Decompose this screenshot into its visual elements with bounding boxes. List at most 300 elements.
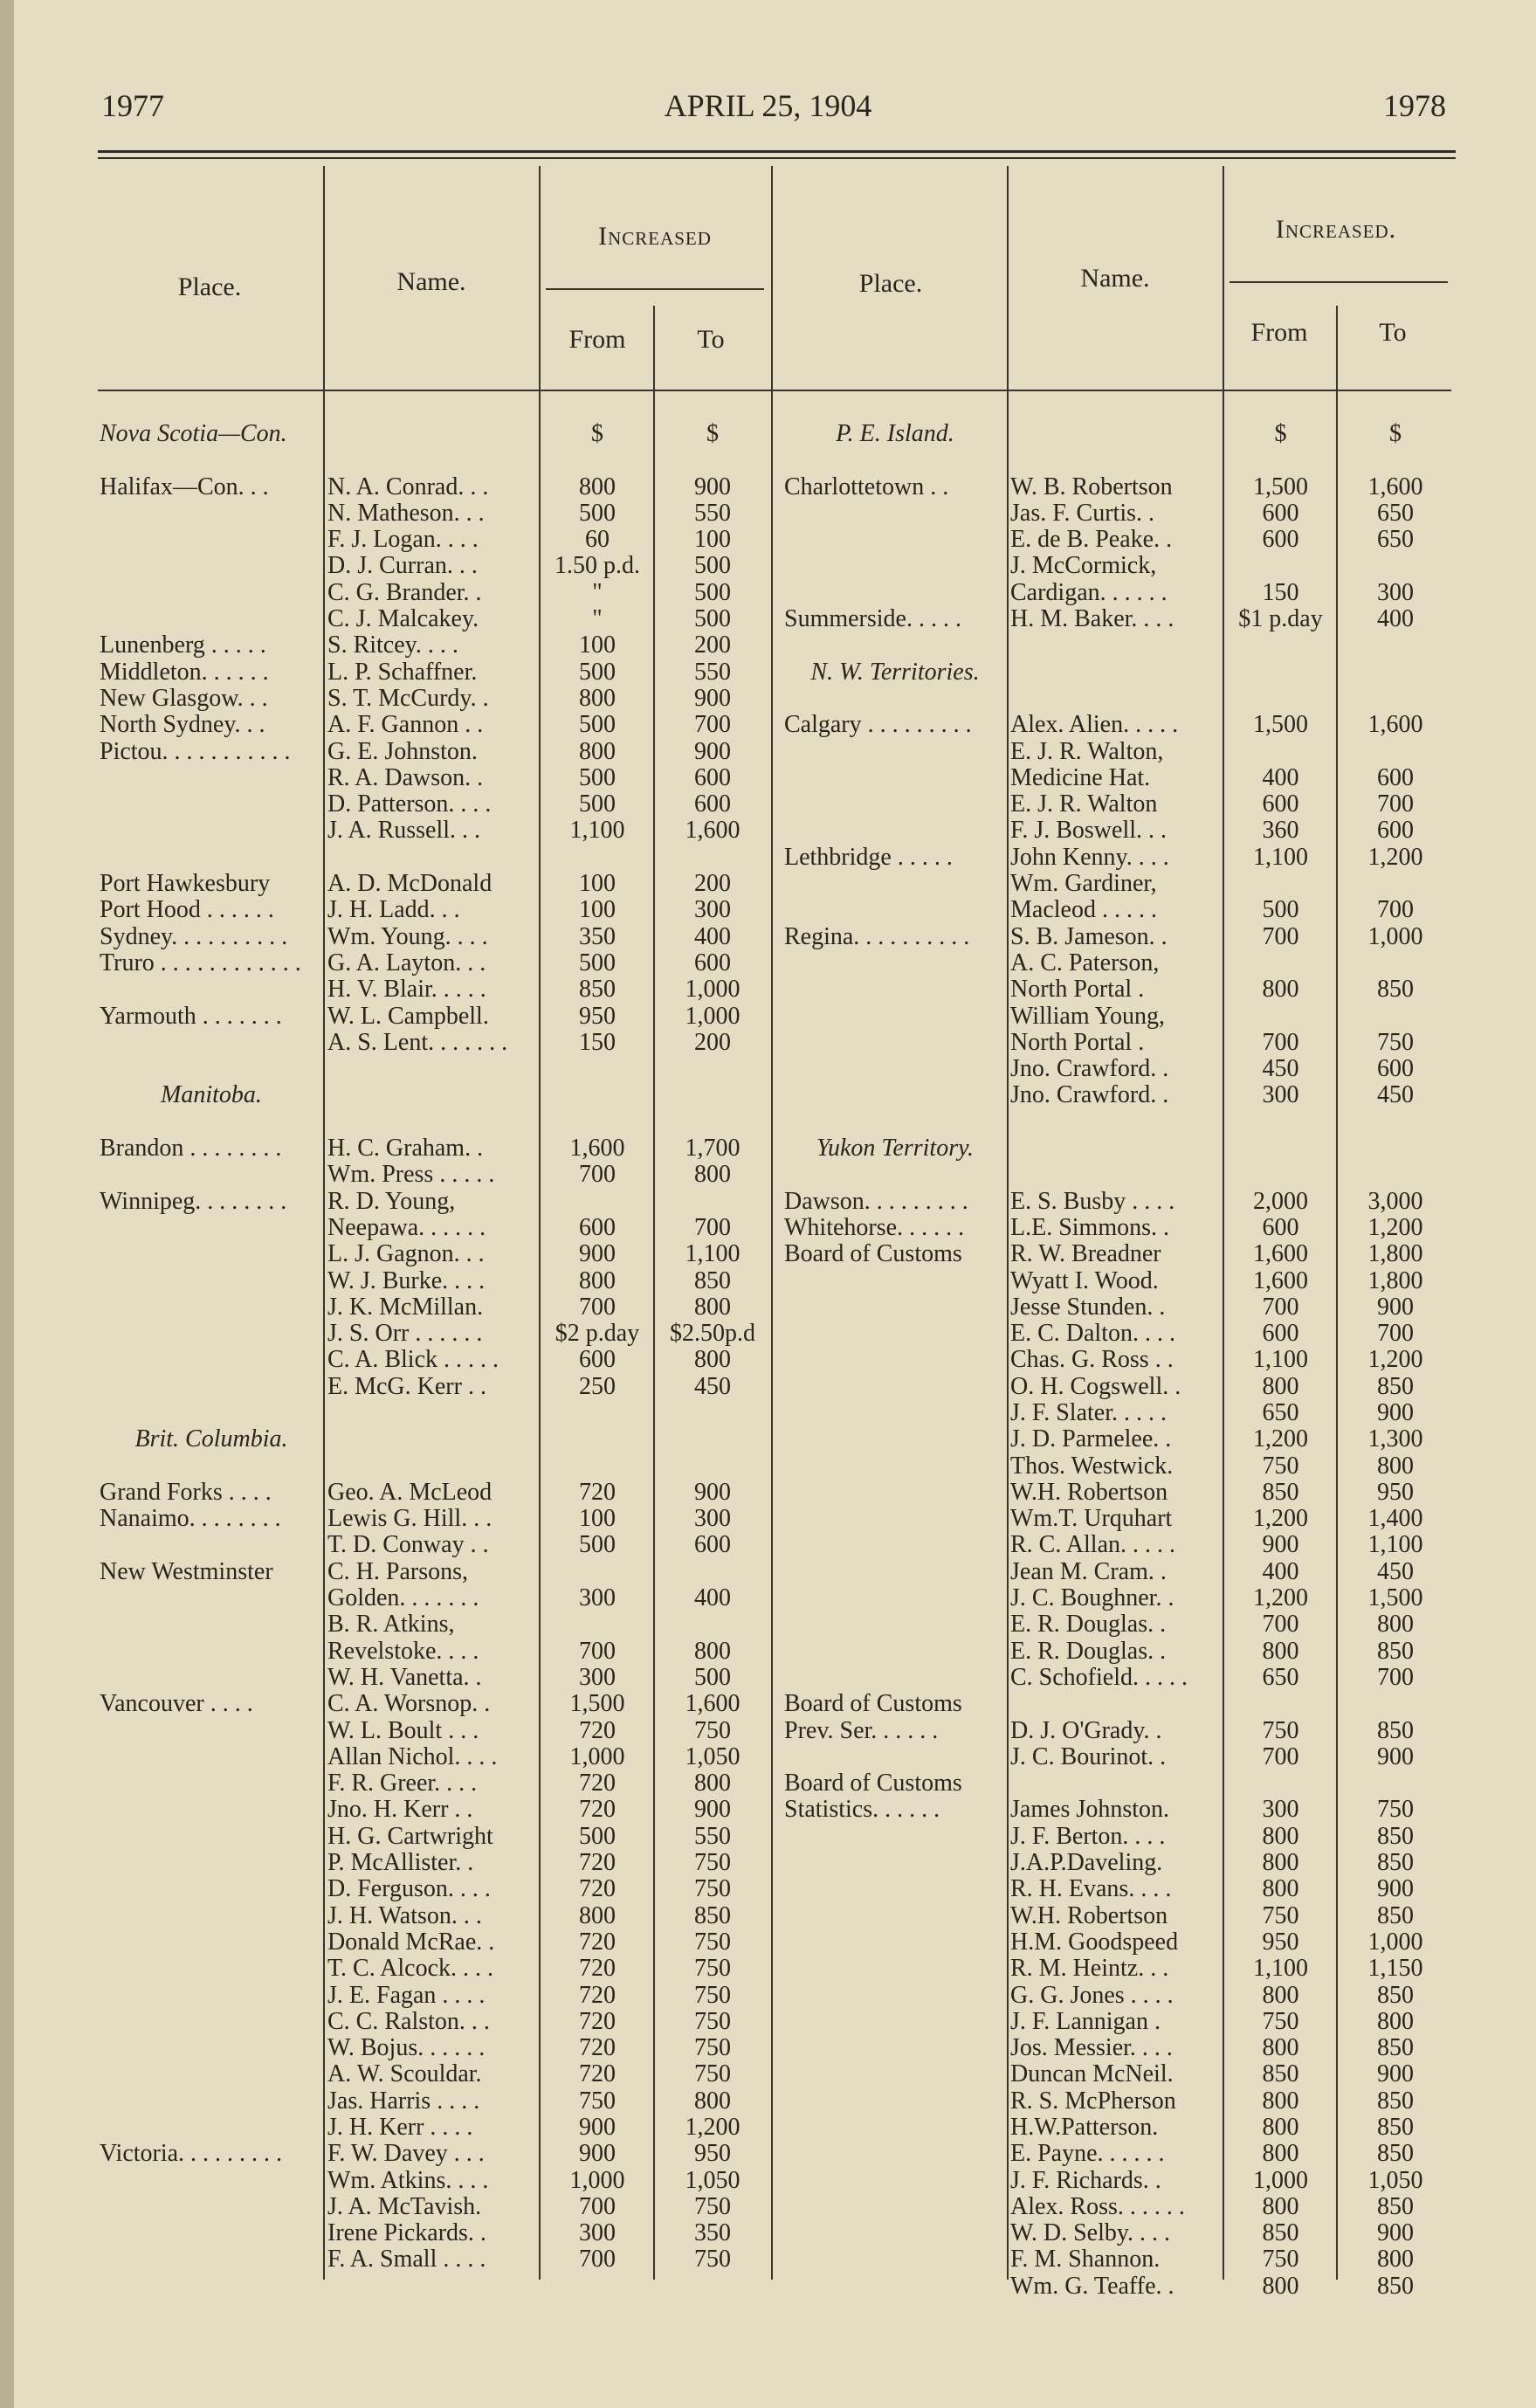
- cell-name: C. Schofield. . . . .: [1010, 1664, 1188, 1691]
- cell-place: [784, 1639, 1006, 1665]
- cell-from: [1225, 1135, 1336, 1162]
- cell-place: [784, 1929, 1006, 1956]
- right-place-column: [784, 421, 1006, 2300]
- cell-to: 1,200: [685, 2114, 740, 2141]
- cell-place: [100, 2220, 323, 2246]
- cell-place: [784, 500, 1006, 527]
- cell-from: 800: [1262, 1822, 1299, 1850]
- cell-to: 400: [1377, 605, 1414, 633]
- cell-place: [784, 1294, 1006, 1321]
- cell-from: 1,100: [1253, 843, 1308, 871]
- cell-from: [1225, 659, 1336, 686]
- cell-to: 750: [694, 1716, 731, 1744]
- cell-place: [784, 791, 1006, 818]
- header-bottom-rule: [98, 390, 1451, 391]
- cell-from: 720: [579, 1796, 616, 1824]
- cell-to: 1,600: [1367, 711, 1423, 739]
- cell-from: 720: [579, 1849, 616, 1877]
- cell-from: 1,500: [1253, 711, 1308, 739]
- cell-name: Jean M. Cram. .: [1010, 1558, 1167, 1585]
- cell-to: 600: [694, 790, 731, 818]
- cell-place: [784, 2220, 1006, 2246]
- cell-from: 650: [1262, 1398, 1299, 1426]
- cell-place: [100, 447, 323, 473]
- cell-to: 750: [694, 1928, 731, 1956]
- cell-to: 900: [694, 737, 731, 765]
- cell-place: [784, 2168, 1006, 2194]
- cell-to: 900: [1377, 2219, 1414, 2247]
- cell-to: 900: [1377, 1293, 1414, 1321]
- cell-from: 1,500: [569, 1690, 625, 1718]
- cell-name: W. D. Selby. . . .: [1010, 2220, 1171, 2247]
- cell-name: W. B. Robertson: [1010, 473, 1173, 500]
- cell-from: 700: [1262, 1028, 1299, 1056]
- cell-place: [784, 447, 1006, 473]
- cell-from: 300: [579, 1663, 616, 1691]
- cell-to: 950: [1377, 1478, 1414, 1506]
- cell-to: [1339, 1135, 1452, 1162]
- cell-from: 700: [579, 1293, 616, 1321]
- cell-place: [784, 1347, 1006, 1373]
- cell-to: 850: [1377, 2140, 1414, 2168]
- cell-place: [784, 1611, 1006, 1638]
- cell-to: [656, 1426, 769, 1452]
- cell-name: Revelstoke. . . .: [327, 1638, 479, 1665]
- cell-place: [100, 1294, 323, 1321]
- cell-name: R. D. Young,: [327, 1188, 456, 1215]
- cell-place: Nova Scotia—Con.: [100, 420, 287, 447]
- cell-name: Duncan McNeil.: [1010, 2061, 1174, 2088]
- cell-from: 1,600: [569, 1135, 625, 1163]
- cell-from: [1225, 1109, 1336, 1135]
- cell-from: 800: [1262, 2087, 1299, 2115]
- cell-place: [100, 606, 323, 632]
- cell-to: 800: [1377, 2007, 1414, 2035]
- cell-from: 100: [579, 870, 616, 898]
- cell-name: A. D. McDonald: [327, 871, 492, 898]
- cell-from: 1,200: [1253, 1505, 1308, 1533]
- cell-name: Allan Nichol. . . .: [327, 1743, 498, 1770]
- cell-name: [327, 421, 537, 447]
- cell-name: W.H. Robertson: [1010, 1479, 1168, 1506]
- cell-place: [100, 1850, 323, 1876]
- cell-name: D. Ferguson. . . .: [327, 1876, 491, 1903]
- page-date: APRIL 25, 1904: [664, 88, 872, 123]
- cell-name: E. de B. Peake. .: [1010, 527, 1173, 554]
- cell-name: W. Bojus. . . . . .: [327, 2035, 486, 2062]
- cell-place: Dawson. . . . . . . . .: [784, 1187, 968, 1215]
- cell-name: F. W. Davey . . .: [327, 2141, 485, 2168]
- cell-name: J. H. Watson. . .: [327, 1902, 482, 1929]
- cell-from: 720: [579, 1981, 616, 2009]
- cell-to: 750: [1377, 1796, 1414, 1824]
- cell-place: [100, 2009, 323, 2035]
- cell-place: [784, 686, 1006, 712]
- cell-to: 850: [1377, 1849, 1414, 1877]
- cell-from: 250: [579, 1372, 616, 1400]
- cell-place: [100, 1109, 323, 1135]
- cell-from: $1 p.day: [1238, 605, 1323, 633]
- cell-to: 300: [694, 896, 731, 924]
- cell-place: [784, 1824, 1006, 1850]
- cell-from: 500: [579, 949, 616, 976]
- cell-place: [784, 1162, 1006, 1188]
- cell-from: 500: [579, 658, 616, 686]
- cell-from: 800: [1262, 1981, 1299, 2009]
- cell-to: 550: [694, 658, 731, 686]
- cell-name: E. R. Douglas. .: [1010, 1611, 1167, 1639]
- cell-from: 1,000: [1253, 2166, 1308, 2194]
- cell-to: 950: [694, 2140, 731, 2168]
- cell-to: 800: [694, 1770, 731, 1797]
- cell-to: 600: [1377, 817, 1414, 845]
- cell-to: 850: [1377, 1981, 1414, 2009]
- cell-to: [1339, 447, 1452, 473]
- cell-from: 1,100: [1253, 1955, 1308, 1983]
- cell-to: 900: [1377, 1398, 1414, 1426]
- cell-name: D. Patterson. . . .: [327, 791, 492, 818]
- cell-name: Neepawa. . . . . .: [327, 1214, 486, 1241]
- cell-name: Lewis G. Hill. . .: [327, 1506, 492, 1533]
- cell-place: [100, 1056, 323, 1082]
- cell-name: Donald McRae. .: [327, 1928, 495, 1956]
- cell-place: Statistics. . . . . .: [784, 1796, 940, 1824]
- cell-place: [784, 1665, 1006, 1691]
- cell-to: 200: [694, 631, 731, 659]
- cell-name: E. J. R. Walton,: [1010, 738, 1164, 765]
- cell-to: 450: [694, 1372, 731, 1400]
- cell-place: [100, 1453, 323, 1480]
- cell-from: 650: [1262, 1663, 1299, 1691]
- cell-to: 1,100: [1367, 1531, 1423, 1559]
- cell-place: [784, 1426, 1006, 1452]
- cell-from: 300: [1262, 1796, 1299, 1824]
- cell-place: Brit. Columbia.: [134, 1425, 288, 1453]
- cell-place: [784, 2273, 1006, 2300]
- cell-from: 600: [1262, 1320, 1299, 1348]
- right-from-column: [1225, 421, 1336, 2300]
- cell-from: 750: [1262, 1901, 1299, 1929]
- cell-name: Jesse Stunden. .: [1010, 1294, 1166, 1321]
- cell-place: [100, 2035, 323, 2061]
- cell-to: 700: [1377, 1320, 1414, 1348]
- cell-place: [784, 1453, 1006, 1480]
- cell-place: Manitoba.: [161, 1081, 262, 1109]
- cell-place: [100, 2061, 323, 2087]
- cell-name: J. A. Russell. . .: [327, 818, 481, 845]
- cell-name: [1010, 1691, 1220, 1717]
- left-name-column: [327, 421, 537, 2273]
- page-edge: [0, 0, 14, 2408]
- cell-to: 200: [694, 1028, 731, 1056]
- cell-name: Macleod . . . . .: [1010, 897, 1157, 924]
- cell-to: 750: [694, 1849, 731, 1877]
- cell-to: 3,000: [1367, 1187, 1423, 1215]
- cell-from: 900: [579, 1240, 616, 1268]
- cell-place: P. E. Island.: [836, 420, 954, 447]
- cell-name: Jno. Crawford. .: [1010, 1082, 1169, 1109]
- cell-name: O. H. Cogswell. .: [1010, 1373, 1181, 1400]
- cell-name: W. L. Boult . . .: [327, 1717, 479, 1744]
- cell-from: [541, 1453, 653, 1480]
- cell-name: A. F. Gannon . .: [327, 712, 484, 739]
- cell-place: [100, 1241, 323, 1267]
- cell-from: 1,100: [1253, 1346, 1308, 1374]
- cell-from: [541, 1109, 653, 1135]
- cell-place: [784, 1056, 1006, 1082]
- cell-to: 900: [1377, 2060, 1414, 2088]
- cell-place: Lethbridge . . . . .: [784, 843, 953, 871]
- cell-place: [100, 1374, 323, 1400]
- cell-to: 200: [694, 870, 731, 898]
- cell-to: 550: [694, 1822, 731, 1850]
- cell-name: H. C. Graham. .: [327, 1135, 484, 1163]
- cell-name: [1010, 1162, 1220, 1188]
- cell-to: 900: [694, 684, 731, 712]
- cell-from: 100: [579, 896, 616, 924]
- cell-from: 700: [579, 1161, 616, 1189]
- cell-name: Jos. Messier. . . .: [1010, 2035, 1173, 2062]
- divider: [771, 166, 773, 2280]
- cell-from: 800: [1262, 2192, 1299, 2220]
- cell-place: [784, 1268, 1006, 1294]
- cell-place: [784, 1744, 1006, 1770]
- cell-name: North Portal .: [1010, 1029, 1145, 1056]
- cell-from: 800: [1262, 2114, 1299, 2141]
- cell-from: 1,500: [1253, 473, 1308, 500]
- cell-to: [1339, 739, 1452, 765]
- cell-place: [100, 2194, 323, 2220]
- cell-place: [784, 2115, 1006, 2141]
- cell-name: James Johnston.: [1010, 1797, 1169, 1824]
- cell-name: Wm. Atkins. . . .: [327, 2167, 489, 2194]
- cell-name: Wm. G. Teaffe. .: [1010, 2273, 1174, 2300]
- cell-name: J. E. Fagan . . . .: [327, 1982, 486, 2009]
- cell-name: [327, 1082, 537, 1108]
- cell-from: 800: [1262, 2272, 1299, 2300]
- cell-name: J.A.P.Daveling.: [1010, 1850, 1163, 1877]
- cell-from: 800: [579, 737, 616, 765]
- cell-from: [541, 845, 653, 871]
- header-from: From: [568, 325, 626, 354]
- cell-to: 750: [694, 1875, 731, 1903]
- cell-from: [1225, 686, 1336, 712]
- cell-name: [327, 845, 537, 871]
- cell-from: 150: [579, 1028, 616, 1056]
- cell-from: 900: [1262, 1531, 1299, 1559]
- cell-to: 1,800: [1367, 1240, 1423, 1268]
- cell-place: [100, 1797, 323, 1823]
- cell-from: [541, 1056, 653, 1082]
- cell-place: [100, 1611, 323, 1638]
- cell-to: [656, 1559, 769, 1585]
- cell-name: L. P. Schaffner.: [327, 659, 478, 686]
- cell-name: J. K. McMillan.: [327, 1294, 484, 1321]
- cell-to: 700: [694, 1213, 731, 1241]
- cell-place: [784, 2061, 1006, 2087]
- cell-name: [327, 447, 537, 473]
- cell-name: L. J. Gagnon. . .: [327, 1241, 485, 1268]
- cell-place: North Sydney. . .: [100, 711, 265, 739]
- cell-place: New Glasgow. . .: [100, 684, 268, 712]
- cell-name: [1010, 1109, 1220, 1135]
- cell-place: Pictou. . . . . . . . . . .: [100, 737, 291, 765]
- divider: [1336, 306, 1338, 2280]
- cell-name: R. A. Dawson. .: [327, 764, 484, 791]
- cell-name: C. A. Blick . . . . .: [327, 1347, 499, 1374]
- cell-place: [100, 818, 323, 844]
- cell-to: 1,050: [685, 2166, 740, 2194]
- cell-name: T. D. Conway . .: [327, 1532, 489, 1559]
- cell-name: J. S. Orr . . . . . .: [327, 1321, 483, 1348]
- cell-from: 800: [579, 684, 616, 712]
- cell-place: [100, 1876, 323, 1902]
- cell-place: [100, 2115, 323, 2141]
- cell-to: [1339, 1691, 1452, 1717]
- cell-from: 600: [1262, 499, 1299, 527]
- cell-from: 750: [579, 2087, 616, 2115]
- cell-name: Wm. Young. . . .: [327, 923, 488, 950]
- cell-place: [100, 2246, 323, 2273]
- cell-from: [541, 1426, 653, 1452]
- cell-name: J. C. Bourinot. .: [1010, 1743, 1167, 1770]
- cell-to: 800: [694, 1346, 731, 1374]
- cell-name: G. G. Jones . . . .: [1010, 1982, 1174, 2009]
- cell-to: [1339, 1109, 1452, 1135]
- cell-name: G. E. Johnston.: [327, 738, 478, 765]
- cell-to: 850: [1377, 2192, 1414, 2220]
- cell-place: [100, 1983, 323, 2009]
- cell-to: 750: [694, 2007, 731, 2035]
- cell-place: [784, 1559, 1006, 1585]
- cell-name: [327, 1400, 537, 1426]
- cell-name: J. F. Slater. . . . .: [1010, 1399, 1167, 1426]
- cell-name: B. R. Atkins,: [327, 1611, 455, 1639]
- cell-from: 1,100: [569, 817, 625, 845]
- cell-to: 1,300: [1367, 1425, 1423, 1453]
- cell-place: Charlottetown . .: [784, 473, 949, 500]
- cell-name: Chas. G. Ross . .: [1010, 1347, 1174, 1374]
- cell-name: C. J. Malcakey.: [327, 606, 479, 633]
- header-place: Place.: [177, 273, 242, 301]
- cell-name: L.E. Simmons. .: [1010, 1214, 1170, 1241]
- cell-from: 850: [1262, 2219, 1299, 2247]
- cell-place: [784, 2009, 1006, 2035]
- cell-to: 1,200: [1367, 1213, 1423, 1241]
- header-to: To: [1379, 318, 1407, 347]
- cell-to: 400: [694, 922, 731, 950]
- cell-place: Port Hood . . . . . .: [100, 896, 274, 924]
- cell-from: 350: [579, 922, 616, 950]
- cell-to: 1,000: [685, 1002, 740, 1030]
- cell-name: Wyatt I. Wood.: [1010, 1267, 1159, 1294]
- cell-from: 300: [579, 1584, 616, 1612]
- cell-place: [100, 2168, 323, 2194]
- cell-name: Irene Pickards. .: [327, 2220, 486, 2247]
- cell-name: A. C. Paterson,: [1010, 949, 1160, 976]
- cell-name: Cardigan. . . . . .: [1010, 579, 1167, 606]
- header-place: Place.: [858, 269, 923, 298]
- cell-to: 1,500: [1367, 1584, 1423, 1612]
- cell-name: W. H. Vanetta. .: [327, 1664, 482, 1691]
- cell-to: 1,400: [1367, 1505, 1423, 1533]
- left-from-column: [541, 421, 653, 2273]
- cell-to: 850: [694, 1266, 731, 1294]
- header-to: To: [697, 325, 725, 354]
- cell-name: Alex. Alien. . . . .: [1010, 712, 1179, 739]
- cell-from: 900: [579, 2114, 616, 2141]
- cell-name: F. J. Logan. . . .: [327, 527, 479, 554]
- cell-name: J. F. Berton. . . .: [1010, 1823, 1166, 1850]
- cell-to: 900: [694, 1478, 731, 1506]
- cell-from: 700: [1262, 922, 1299, 950]
- cell-name: William Young,: [1010, 1003, 1166, 1030]
- cell-place: [100, 1929, 323, 1956]
- cell-name: J. H. Kerr . . . .: [327, 2115, 473, 2141]
- cell-place: [100, 1665, 323, 1691]
- cell-place: [784, 1850, 1006, 1876]
- cell-place: Summerside. . . . .: [784, 605, 961, 633]
- cell-name: R. C. Allan. . . . .: [1010, 1532, 1176, 1559]
- cell-from: 700: [579, 2192, 616, 2220]
- cell-from: 700: [1262, 1742, 1299, 1770]
- cell-place: Calgary . . . . . . . . .: [784, 711, 972, 739]
- cell-from: [1225, 1691, 1336, 1717]
- cell-name: [1010, 447, 1220, 473]
- cell-from: 1.50 p.d.: [554, 552, 640, 580]
- cell-name: [1010, 686, 1220, 712]
- cell-to: [656, 845, 769, 871]
- cell-from: [1225, 553, 1336, 579]
- cell-place: [784, 1109, 1006, 1135]
- cell-place: [100, 527, 323, 553]
- cell-name: Wm.T. Urquhart: [1010, 1506, 1173, 1533]
- cell-place: [784, 871, 1006, 897]
- cell-to: 800: [694, 1637, 731, 1665]
- cell-from: ": [592, 578, 603, 606]
- cell-to: 500: [694, 1663, 731, 1691]
- cell-name: T. C. Alcock. . . .: [327, 1956, 494, 1983]
- cell-place: [784, 553, 1006, 579]
- cell-place: Nanaimo. . . . . . . .: [100, 1505, 281, 1533]
- cell-to: [1339, 1770, 1452, 1797]
- cell-from: [541, 1559, 653, 1585]
- cell-place: Victoria. . . . . . . . .: [100, 2140, 283, 2168]
- cell-to: 1,600: [685, 1690, 740, 1718]
- cell-name: Medicine Hat.: [1010, 764, 1151, 791]
- cell-to: 800: [694, 1161, 731, 1189]
- cell-to: 1,800: [1367, 1266, 1423, 1294]
- cell-to: 850: [1377, 1901, 1414, 1929]
- cell-from: [1225, 1770, 1336, 1797]
- cell-from: ": [592, 605, 603, 633]
- cell-name: D. J. O'Grady. .: [1010, 1717, 1162, 1744]
- cell-name: Golden. . . . . . .: [327, 1585, 479, 1612]
- page-number-left: 1977: [101, 88, 164, 123]
- cell-place: Prev. Ser. . . . . .: [784, 1716, 939, 1744]
- cell-place: N. W. Territories.: [810, 658, 980, 686]
- cell-name: E. S. Busby . . . .: [1010, 1188, 1175, 1215]
- cell-name: A. S. Lent. . . . . . .: [327, 1029, 508, 1056]
- cell-to: 800: [1377, 2246, 1414, 2273]
- cell-place: [100, 1585, 323, 1611]
- cell-to: 750: [694, 2034, 731, 2062]
- cell-place: [784, 1400, 1006, 1426]
- cell-to: 1,050: [1367, 2166, 1423, 2194]
- cell-place: [784, 897, 1006, 923]
- cell-to: 600: [694, 1531, 731, 1559]
- cell-name: [327, 1453, 537, 1480]
